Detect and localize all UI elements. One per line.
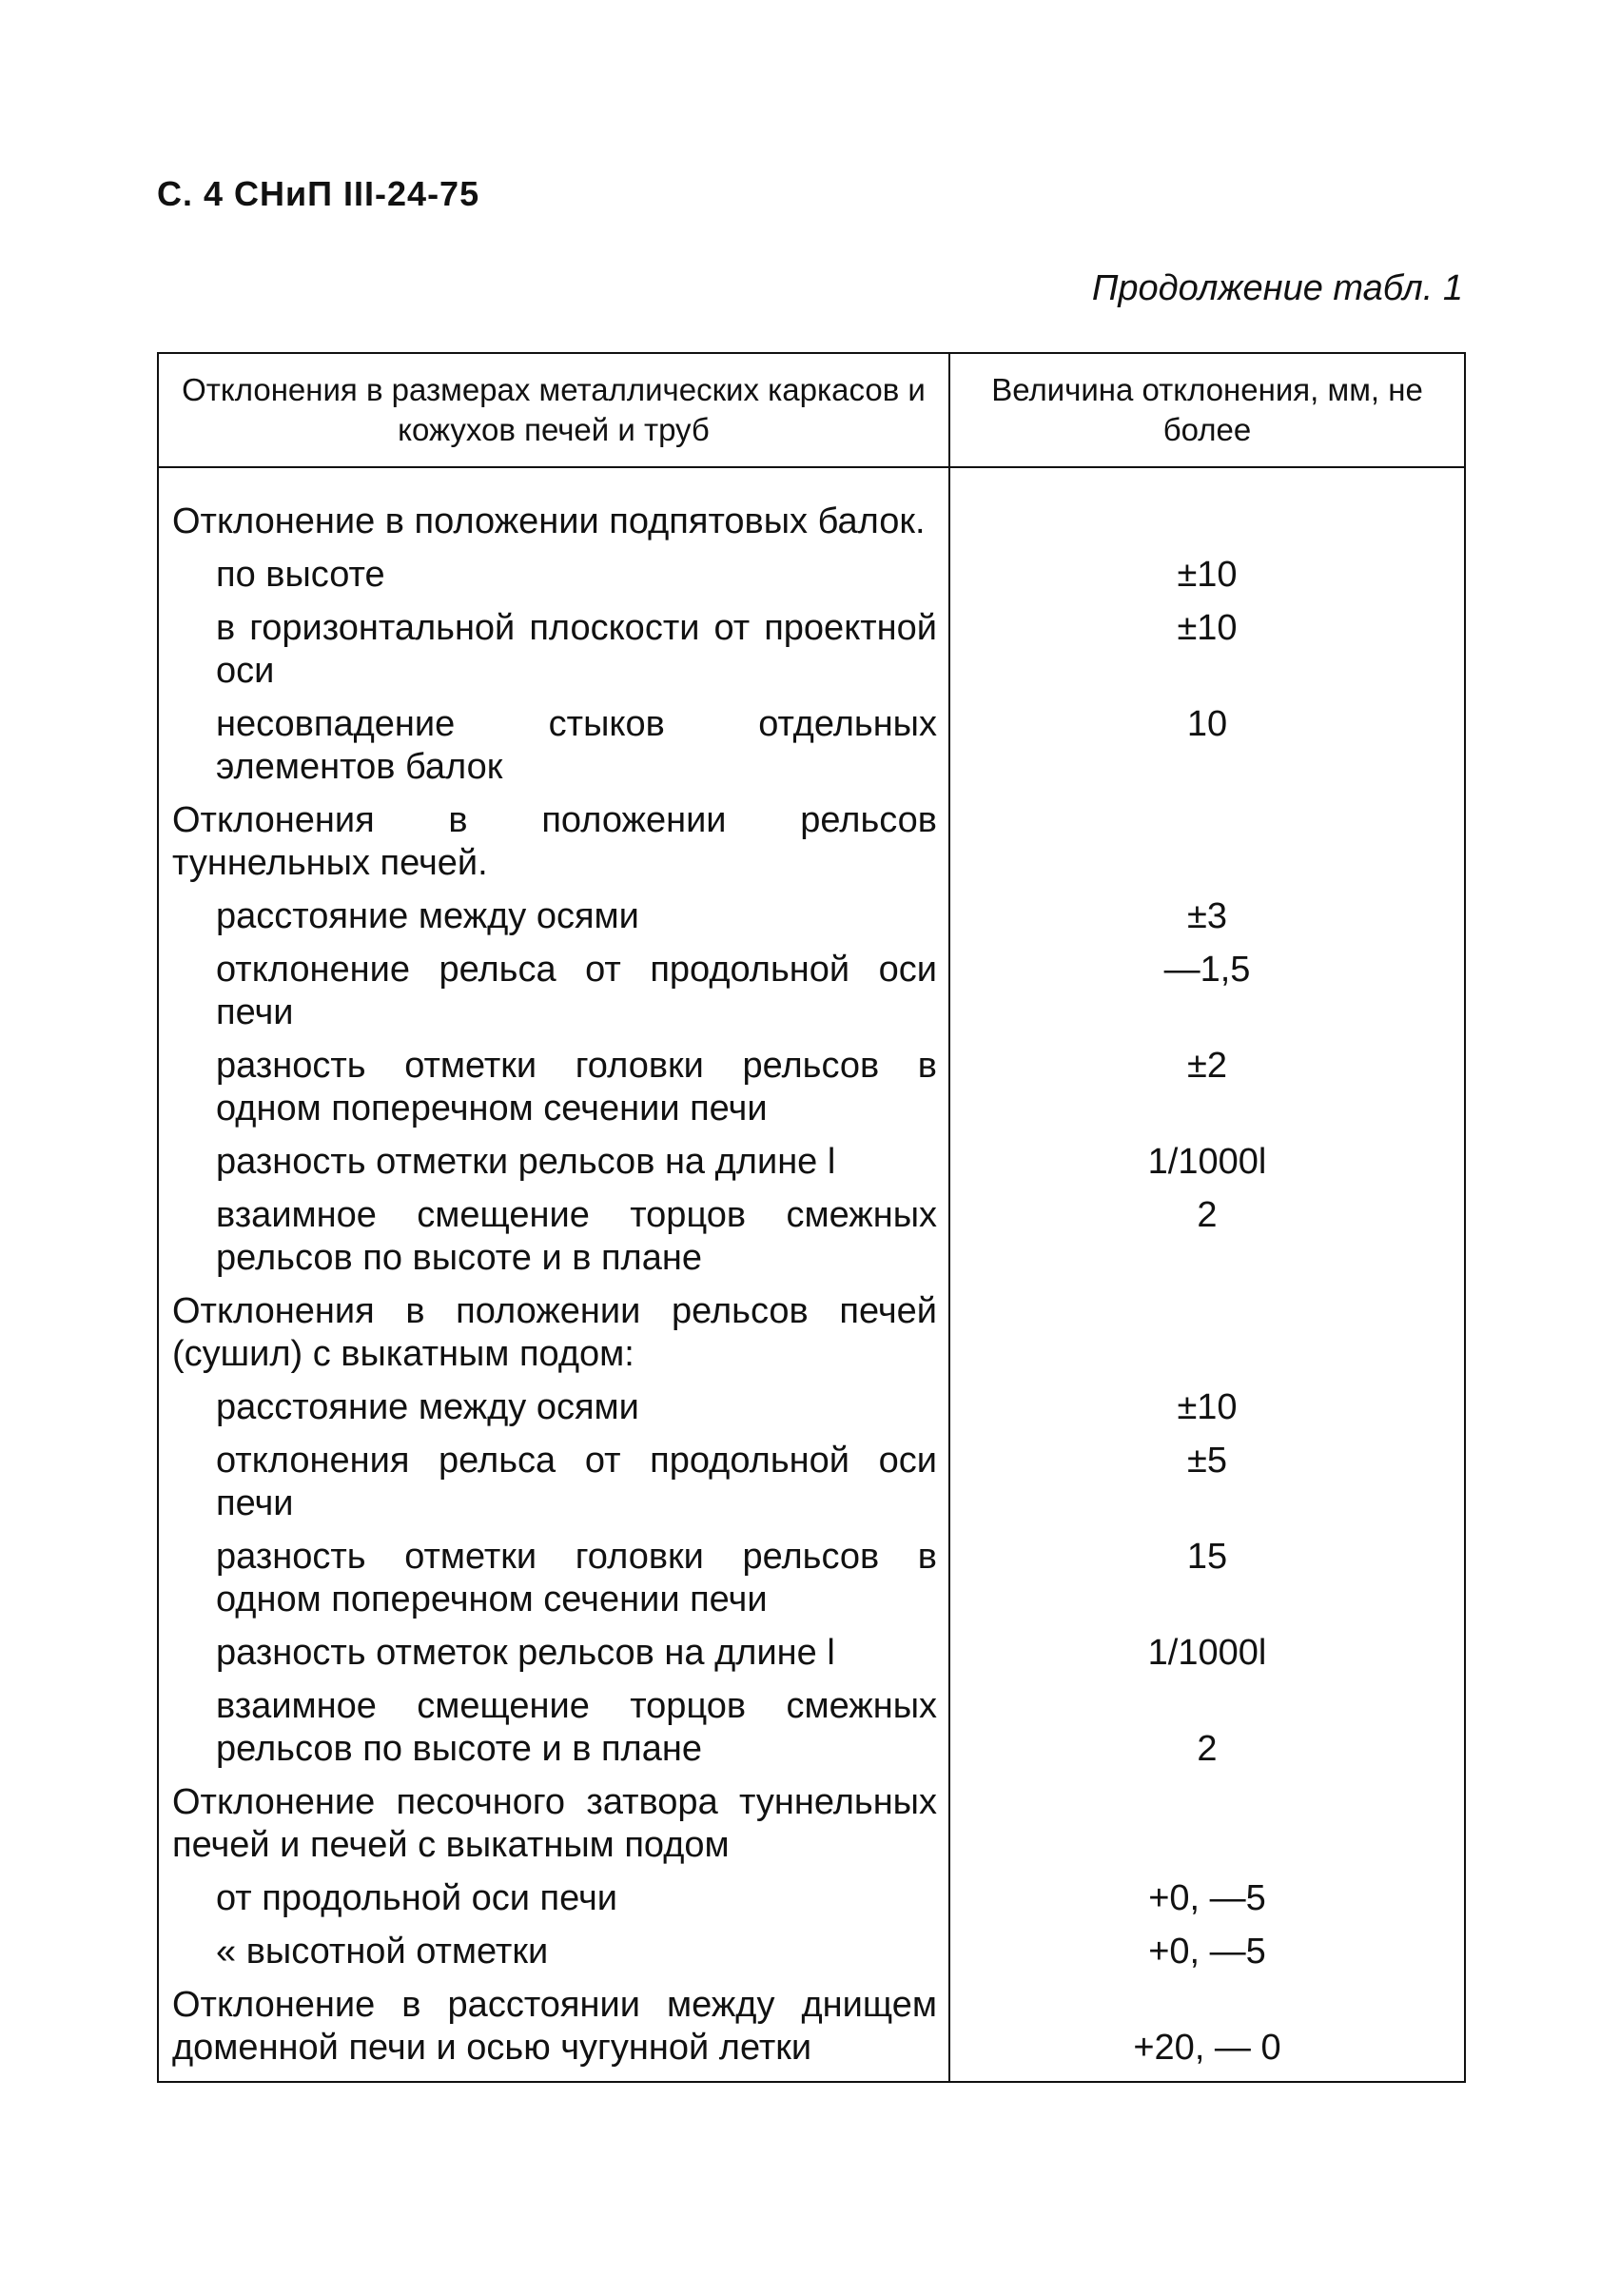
- deviation-description-cell: несовпадение стыков отдельных элементов балок: [158, 703, 949, 799]
- deviation-description-cell: отклонение рельса от продольной оси печи: [158, 949, 949, 1045]
- table-row: [158, 1386, 1465, 1440]
- deviation-description-cell: разность отметок рельсов на длине l: [158, 1632, 949, 1685]
- table-row: [158, 554, 1465, 607]
- deviation-description-cell: взаимное смещение торцов смежных рельсов по высоте и в плане: [158, 1685, 949, 1781]
- deviation-value-cell: 10: [949, 703, 1465, 799]
- table-body: [158, 467, 1465, 2082]
- deviation-description-cell: в горизонтальной плоскости от проектной оси: [158, 607, 949, 703]
- deviation-description-cell: расстояние между осями: [158, 1386, 949, 1440]
- table-row: [158, 1632, 1465, 1685]
- deviation-value-cell: [949, 1290, 1465, 1386]
- deviation-description-cell: взаимное смещение торцов смежных рельсов по высоте и в плане: [158, 1194, 949, 1290]
- deviation-value-cell: 1/1000l: [949, 1141, 1465, 1194]
- deviation-value-cell: ±5: [949, 1440, 1465, 1536]
- table-row: [158, 607, 1465, 703]
- table-row: [158, 1141, 1465, 1194]
- deviation-value-cell: +20, — 0: [949, 1984, 1465, 2082]
- deviation-value-cell: 15: [949, 1536, 1465, 1632]
- table-row: [158, 949, 1465, 1045]
- table-row: [158, 1931, 1465, 1984]
- table-row: [158, 1781, 1465, 1877]
- table-row: [158, 1290, 1465, 1386]
- deviation-value-cell: ±10: [949, 1386, 1465, 1440]
- deviation-value-cell: +0, —5: [949, 1931, 1465, 1984]
- deviation-description-cell: по высоте: [158, 554, 949, 607]
- section-heading-cell: Отклонение песочного затвора туннельных печей и печей с выкатным подом: [158, 1781, 949, 1877]
- table-row: [158, 1194, 1465, 1290]
- deviation-value-cell: ±2: [949, 1045, 1465, 1141]
- section-heading-cell: Отклонение в положении подпятовых балок.: [158, 467, 949, 554]
- table-row: [158, 1440, 1465, 1536]
- deviation-value-cell: [949, 467, 1465, 554]
- table-row: [158, 1536, 1465, 1632]
- table-row: [158, 1877, 1465, 1931]
- deviation-value-cell: ±10: [949, 554, 1465, 607]
- table-row: [158, 703, 1465, 799]
- deviation-value-cell: —1,5: [949, 949, 1465, 1045]
- deviation-description-cell: « высотной отметки: [158, 1931, 949, 1984]
- deviation-value-cell: 2: [949, 1194, 1465, 1290]
- deviation-description-cell: разность отметки рельсов на длине l: [158, 1141, 949, 1194]
- deviation-description-cell: отклонения рельса от продольной оси печи: [158, 1440, 949, 1536]
- deviation-value-cell: [949, 1781, 1465, 1877]
- table-row: [158, 895, 1465, 949]
- deviation-value-cell: +0, —5: [949, 1877, 1465, 1931]
- table-row: [158, 1045, 1465, 1141]
- table-row: [158, 799, 1465, 895]
- deviation-value-cell: ±3: [949, 895, 1465, 949]
- column-header-deviations: Отклонения в размерах металлических каркасов и кожухов печей и труб: [158, 353, 949, 467]
- deviation-value-cell: ±10: [949, 607, 1465, 703]
- table-caption: Продолжение табл. 1: [1091, 268, 1463, 308]
- deviation-description-cell: разность отметки головки рельсов в одном поперечном сечении печи: [158, 1045, 949, 1141]
- deviation-value-cell: 2: [949, 1685, 1465, 1781]
- deviation-value-cell: [949, 799, 1465, 895]
- deviation-table: [157, 352, 1466, 2083]
- column-header-value: Величина отклонения, мм, не более: [949, 353, 1465, 467]
- table-row: [158, 1685, 1465, 1781]
- section-heading-cell: Отклонения в положении рельсов печей (сушил) с выкатным подом:: [158, 1290, 949, 1386]
- section-heading-cell: Отклонение в расстоянии между днищем доменной печи и осью чугунной летки: [158, 1984, 949, 2082]
- deviation-description-cell: разность отметки головки рельсов в одном поперечном сечении печи: [158, 1536, 949, 1632]
- table-row: [158, 467, 1465, 554]
- table-header-row: [158, 353, 1465, 467]
- table-row: [158, 1984, 1465, 2082]
- deviation-description-cell: от продольной оси печи: [158, 1877, 949, 1931]
- deviation-description-cell: расстояние между осями: [158, 895, 949, 949]
- page-header: С. 4 СНиП III-24-75: [157, 174, 480, 213]
- deviation-value-cell: 1/1000l: [949, 1632, 1465, 1685]
- section-heading-cell: Отклонения в положении рельсов туннельных печей.: [158, 799, 949, 895]
